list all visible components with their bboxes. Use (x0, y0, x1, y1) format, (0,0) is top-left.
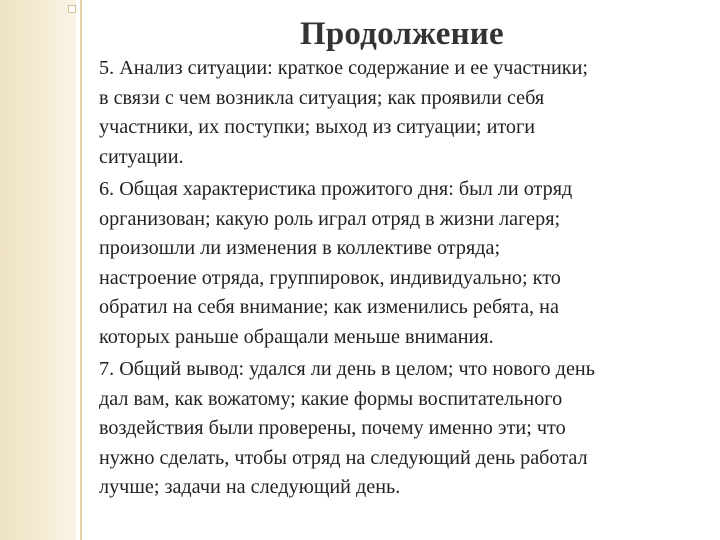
item-7-line-4: нужно сделать, чтобы отряд на следующий день работал (99, 446, 588, 469)
list-item-6 (99, 175, 713, 352)
item-5-line-3: участники, их поступки; выход из ситуации; итоги (99, 116, 536, 138)
item-7-line-2: дал вам, как вожатому; какие формы воспитательного (99, 387, 563, 410)
item-6-line-1: 6. Общая характеристика прожитого дня: был ли отряд (99, 178, 573, 200)
decorative-side-band (0, 0, 76, 540)
decorative-side-line (80, 0, 82, 540)
item-6-line-3: произошли ли изменения в коллективе отряда; (99, 237, 501, 259)
item-7-line-3: воздействия были проверены, почему именно эти; что (99, 417, 566, 439)
item-6-line-5: обратил на себя внимание; как изменились ребята, на (99, 296, 559, 318)
item-6-line-6: которых раньше обращали меньше внимания. (99, 325, 494, 348)
slide-title: Продолжение (300, 16, 504, 52)
list-item-5 (99, 54, 713, 172)
item-7-line-5: лучше; задачи на следующий день. (99, 476, 401, 498)
item-7-line-1: 7. Общий вывод: удался ли день в целом; что нового день (99, 358, 595, 380)
decorative-corner-square (68, 5, 76, 13)
item-5-line-2: в связи с чем возникла ситуация; как проявили себя (99, 86, 545, 109)
item-5-line-4: ситуации. (99, 145, 184, 168)
item-5-line-1: 5. Анализ ситуации: краткое содержание и ее участники; (99, 57, 589, 79)
item-6-line-2: организован; какую роль играл отряд в жизни лагеря; (99, 207, 561, 230)
list-item-7 (99, 355, 713, 503)
item-6-line-4: настроение отряда, группировок, индивидуально; кто (99, 266, 561, 289)
slide-body (99, 54, 713, 506)
